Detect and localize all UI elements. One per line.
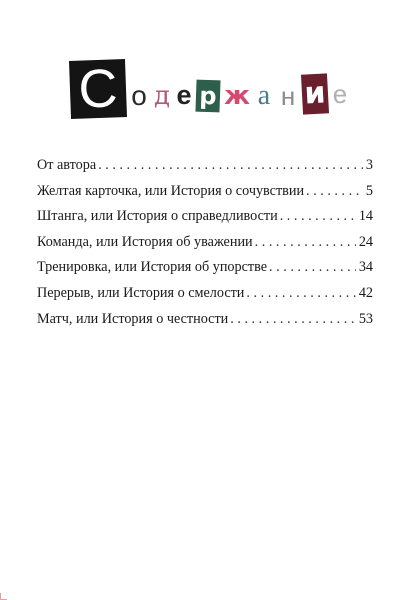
toc-entry[interactable] <box>37 255 373 281</box>
toc-entry[interactable] <box>37 307 373 333</box>
title-letter: С <box>69 59 127 119</box>
page-corner-mark <box>0 593 7 600</box>
title-letter: д <box>153 81 170 111</box>
toc-entry-title: Желтая карточка, или История о сочувствии <box>37 182 305 199</box>
toc-entry-title: Тренировка, или История об упорстве <box>37 259 268 276</box>
toc-dot-leader <box>306 179 363 205</box>
toc-entry-title: Команда, или История об уважении <box>37 233 253 250</box>
toc-entry[interactable] <box>37 281 373 307</box>
toc-dot-leader <box>280 204 356 230</box>
toc-page-number: 3 <box>365 157 373 173</box>
toc-page-number: 5 <box>365 182 373 199</box>
title-letter: р <box>195 80 220 113</box>
toc-dot-leader <box>246 281 355 307</box>
toc-entry[interactable] <box>37 153 373 179</box>
toc-entry[interactable] <box>37 179 373 205</box>
title-letter: н <box>280 81 296 111</box>
title-letter: а <box>257 80 271 111</box>
toc-page-number: 53 <box>358 310 373 327</box>
title-letter: и <box>301 73 329 114</box>
title-letter: е <box>176 79 192 110</box>
toc-dot-leader <box>255 230 356 256</box>
toc-entry[interactable] <box>37 230 373 256</box>
toc-entry-title: От автора <box>37 157 97 173</box>
title-letter: о <box>131 80 147 111</box>
toc-entry-title: Матч, или История о честности <box>37 310 229 327</box>
toc-page-number: 14 <box>358 208 373 225</box>
toc-dot-leader <box>269 255 356 281</box>
toc-page-number: 42 <box>358 284 373 301</box>
toc-entry-title: Штанга, или История о справедливости <box>37 208 278 225</box>
page-title <box>70 58 350 122</box>
toc-page-number: 24 <box>358 233 373 250</box>
toc-dot-leader <box>230 307 356 333</box>
toc-entry-title: Перерыв, или История о смелости <box>37 284 245 301</box>
table-of-contents <box>37 153 373 332</box>
toc-entry[interactable] <box>37 204 373 230</box>
title-letter: е <box>332 79 348 109</box>
toc-dot-leader <box>98 153 363 179</box>
title-letter: ж <box>224 81 250 111</box>
toc-page-number: 34 <box>358 259 373 276</box>
